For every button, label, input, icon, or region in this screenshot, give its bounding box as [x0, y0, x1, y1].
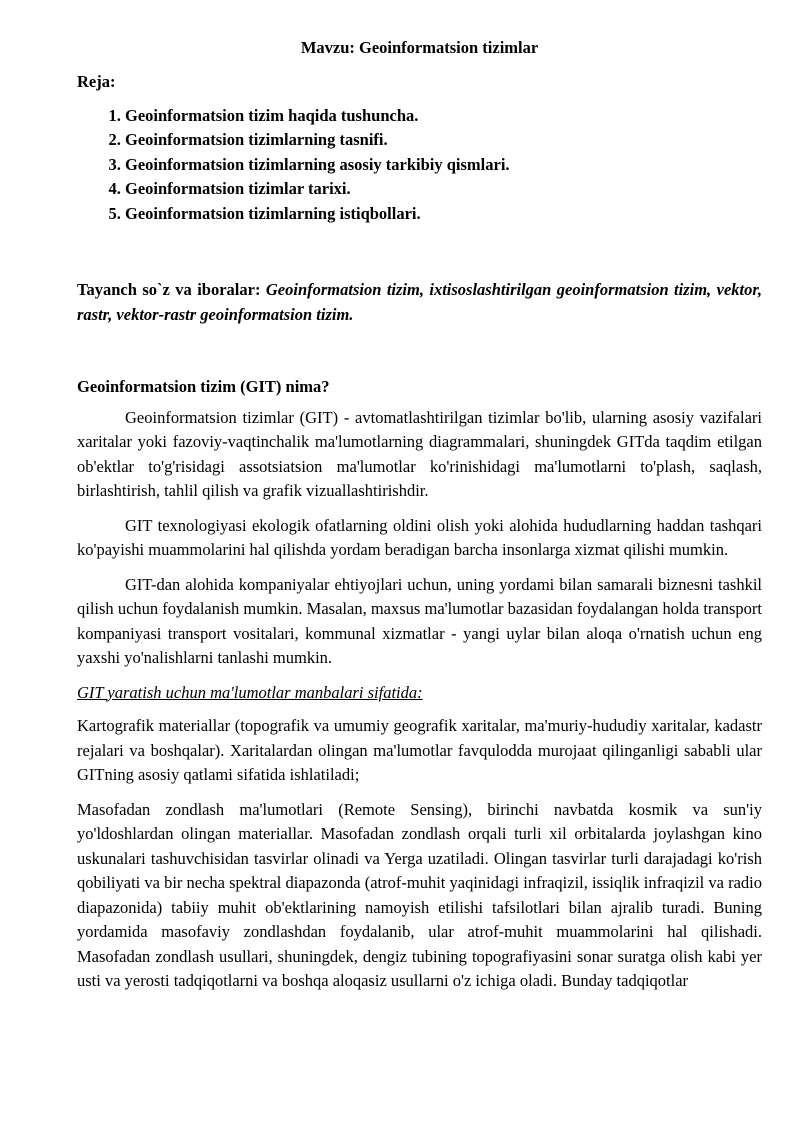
sources-paragraph: Kartografik materiallar (topografik va umumiy geografik xaritalar, ma'muriy-hududiy xaritalar, kadastr rejalari va boshqalar). Xaritalardan olingan ma'lumotlar favqulodda murojaat qilinganligi sababli ular GITning asosiy qatlami sifatida ishlatiladi; [77, 716, 762, 784]
body-paragraph: GIT texnologiyasi ekologik ofatlarning oldini olish yoki alohida hududlarning haddan tashqari ko'payishi muammolarini hal qilishda yordam beradigan barcha insonlarga xizmat qilishi mumkin. [77, 515, 762, 559]
body-paragraph: Geoinformatsion tizimlar (GIT) - avtomatlashtirilgan tizimlar bo'lib, ularning asosiy vazifalari xaritalar yoki fazoviy-vaqtinchalik ma'lumotlarning diagrammalari, shuningdek GITda taqdim etilgan ob'ektlar to'g'risidagi assotsiatsion ma'lumotlar ko'rinishidagi ma'lumotlarni to'plash, saqlash, birlashtirish, tahlil qilish va grafik vizuallashtirishdir. [77, 407, 762, 500]
section-heading: Geoinformatsion tizim (GIT) nima? [77, 377, 330, 396]
sources-paragraph: Masofadan zondlash ma'lumotlari (Remote Sensing), birinchi navbatda kosmik va sun'iy yo'ldoshlardan olingan materiallar. Masofadan zondlash orqali turli xil orbitalarda joylashgan kino uskunalari tashuvchisidan tasvirlar olinadi va Yerga uzatiladi. Olingan tasvirlar turli darajadagi ko'rish qobiliyati va bir necha spektral diapazonda (atrof-muhit yaqinidagi infraqizil, issiqlik infraqizil va radio diapazonida) tabiiy muhit ob'ektlarining namoyish etilishi tafsilotlari bilan ajralib turadi. Buning yordamida masofaviy zondlashdan foydalanib, ular atrof-muhit muammolarini hal qilishadi. Masofadan zondlash usullari, shuningdek, dengiz tubining topografiyasini sonar suratga olish kabi yer usti va yerosti tadqiqotlarni va boshqa aloqasiz usullarni o'z ichiga oladi. Bunday tadqiqotlar [77, 799, 762, 990]
body-paragraph: GIT-dan alohida kompaniyalar ehtiyojlari uchun, uning yordami bilan samarali biznesni tashkil qilish uchun foydalanish mumkin. Masalan, maxsus ma'lumotlar bazasidan foydalangan holda transport kompaniyasi transport vositalari, kommunal xizmatlar - yangi uylar bilan aloqa o'rnatish uchun eng yaxshi yo'nalishlarni tanlashi mumkin. [77, 574, 762, 667]
keywords-label: Tayanch so`z va iboralar: [77, 280, 261, 299]
plan-item: 1. Geoinformatsion tizim haqida tushuncha. [125, 104, 762, 129]
plan-item: 5. Geoinformatsion tizimlarning istiqbollari. [125, 202, 762, 227]
plan-heading: Reja: [77, 72, 116, 91]
document-title: Mavzu: Geoinformatsion tizimlar [300, 38, 539, 57]
plan-item: 4. Geoinformatsion tizimlar tarixi. [125, 177, 762, 202]
sources-heading: GIT yaratish uchun ma'lumotlar manbalari sifatida: [77, 682, 423, 702]
plan-item: 2. Geoinformatsion tizimlarning tasnifi. [125, 128, 762, 153]
plan-list [77, 104, 762, 227]
keywords-terms: Geoinformatsion tizim, ixtisoslashtirilgan geoinformatsion tizim, vektor, rastr, vektor-rastr geoinformatsion tizim. [77, 280, 762, 324]
plan-item: 3. Geoinformatsion tizimlarning asosiy tarkibiy qismlari. [125, 153, 762, 178]
keywords-paragraph [77, 278, 762, 327]
